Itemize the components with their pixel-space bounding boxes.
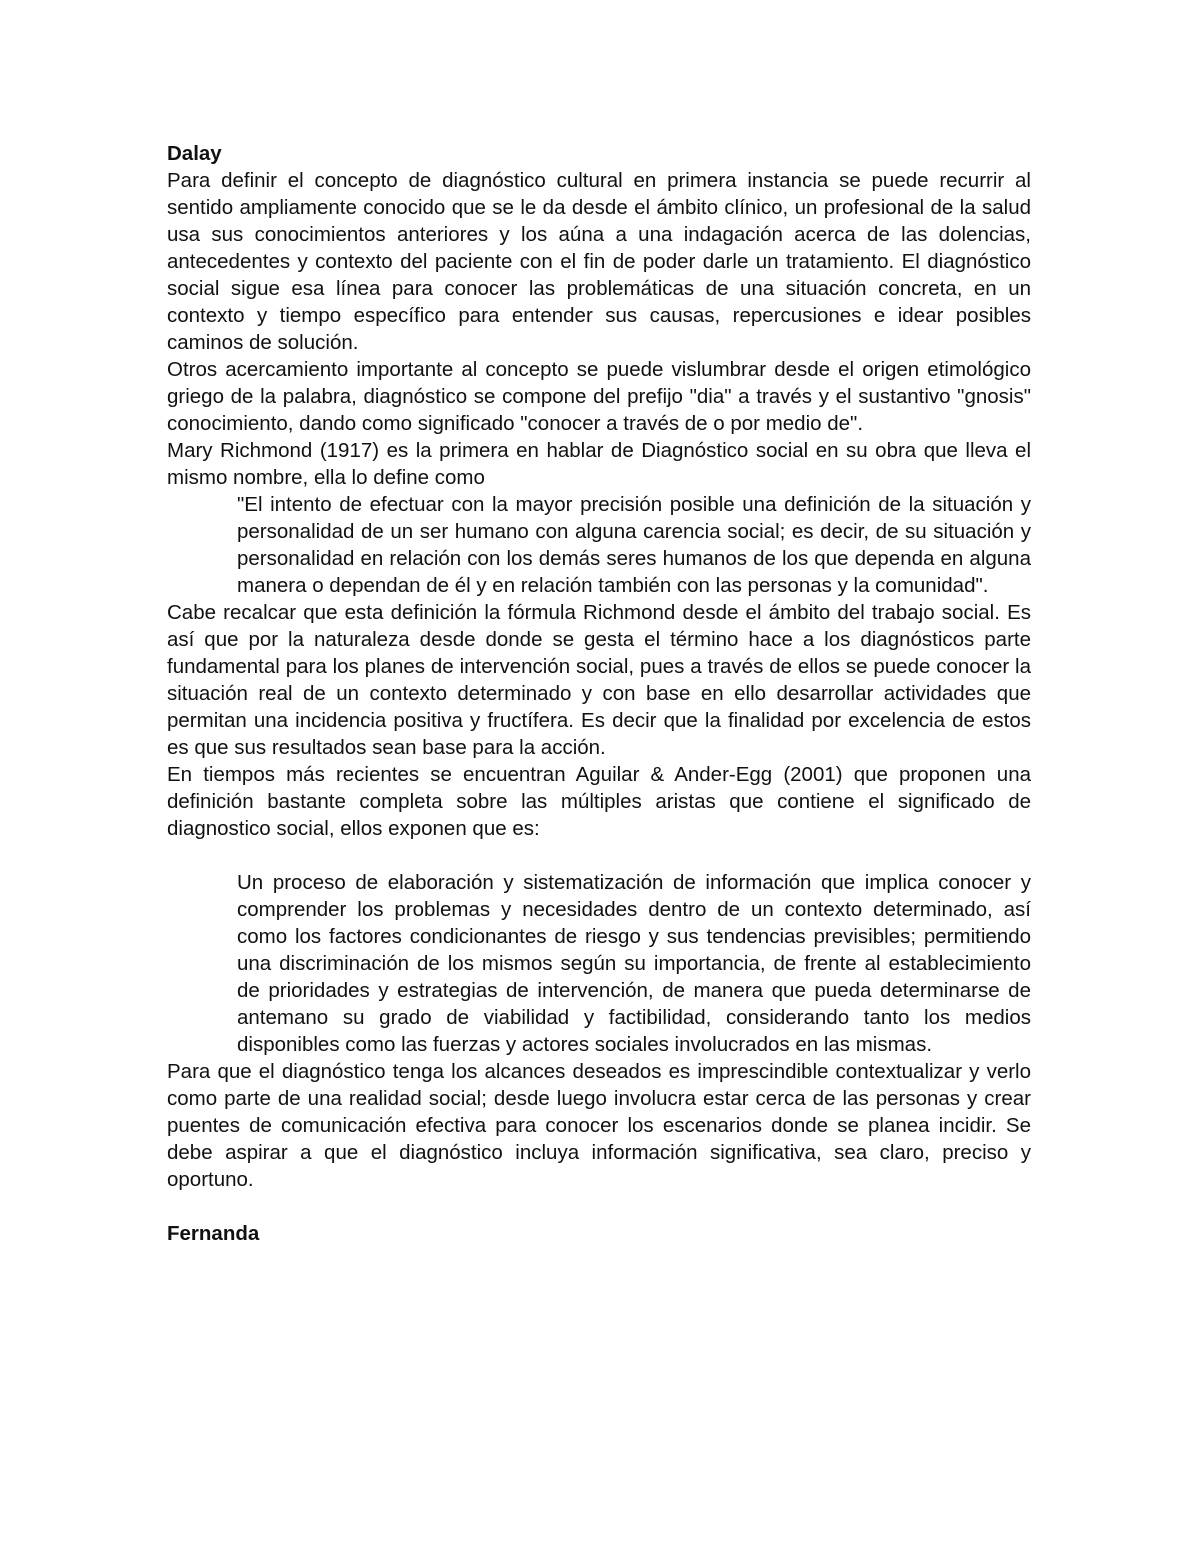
- document-body: [167, 140, 1031, 1247]
- paragraph-intro: Para definir el concepto de diagnóstico cultural en primera instancia se puede recurrir al sentido ampliamente conocido que se le da desde el ámbito clínico, un profesional de la salud usa sus conocimientos anteriores y los aúna a una indagación acerca de las dolencias, antecedentes y contexto del paciente con el fin de poder darle un tratamiento. El diagnóstico social sigue esa línea para conocer las problemáticas de una situación concreta, en un contexto y tiempo específico para entender sus causas, repercusiones e idear posibles caminos de solución.: [167, 169, 1031, 354]
- block-quote-richmond: "El intento de efectuar con la mayor precisión posible una definición de la situación y personalidad de un ser humano con alguna carencia social; es decir, de su situación y personalidad en relación con los demás seres humanos de los que dependa en alguna manera o dependan de él y en relación también con las personas y la comunidad".: [237, 493, 1031, 597]
- section-heading-dalay: Dalay: [167, 142, 222, 165]
- paragraph-etymology: Otros acercamiento importante al concepto se puede vislumbrar desde el origen etimológico griego de la palabra, diagnóstico se compone del prefijo "dia" a través y el sustantivo "gnosis" conocimiento, dando como significado "conocer a través de o por medio de".: [167, 358, 1031, 435]
- paragraph-aguilar: En tiempos más recientes se encuentran Aguilar & Ander-Egg (2001) que proponen una definición bastante completa sobre las múltiples aristas que contiene el significado de diagnostico social, ellos exponen que es:: [167, 763, 1031, 840]
- section-heading-fernanda: Fernanda: [167, 1222, 260, 1245]
- blank-line: [167, 842, 1031, 869]
- paragraph-richmond: Mary Richmond (1917) es la primera en hablar de Diagnóstico social en su obra que lleva el mismo nombre, ella lo define como: [167, 439, 1031, 489]
- block-quote-aguilar: Un proceso de elaboración y sistematización de información que implica conocer y comprender los problemas y necesidades dentro de un contexto determinado, así como los factores condicionantes de riesgo y sus tendencias previsibles; permitiendo una discriminación de los mismos según su importancia, de frente al establecimiento de prioridades y estrategias de intervención, de manera que pueda determinarse de antemano su grado de viabilidad y factibilidad, considerando tanto los medios disponibles como las fuerzas y actores sociales involucrados en las mismas.: [237, 871, 1031, 1056]
- paragraph-conclusion: Para que el diagnóstico tenga los alcances deseados es imprescindible contextualizar y verlo como parte de una realidad social; desde luego involucra estar cerca de las personas y crear puentes de comunicación efectiva para conocer los escenarios donde se planea incidir. Se debe aspirar a que el diagnóstico incluya información significativa, sea claro, preciso y oportuno.: [167, 1060, 1031, 1191]
- blank-line: [167, 1193, 1031, 1220]
- paragraph-social-work: Cabe recalcar que esta definición la fórmula Richmond desde el ámbito del trabajo social. Es así que por la naturaleza desde donde se gesta el término hace a los diagnósticos parte fundamental para los planes de intervención social, pues a través de ellos se puede conocer la situación real de un contexto determinado y con base en ello desarrollar actividades que permitan una incidencia positiva y fructífera. Es decir que la finalidad por excelencia de estos es que sus resultados sean base para la acción.: [167, 601, 1031, 759]
